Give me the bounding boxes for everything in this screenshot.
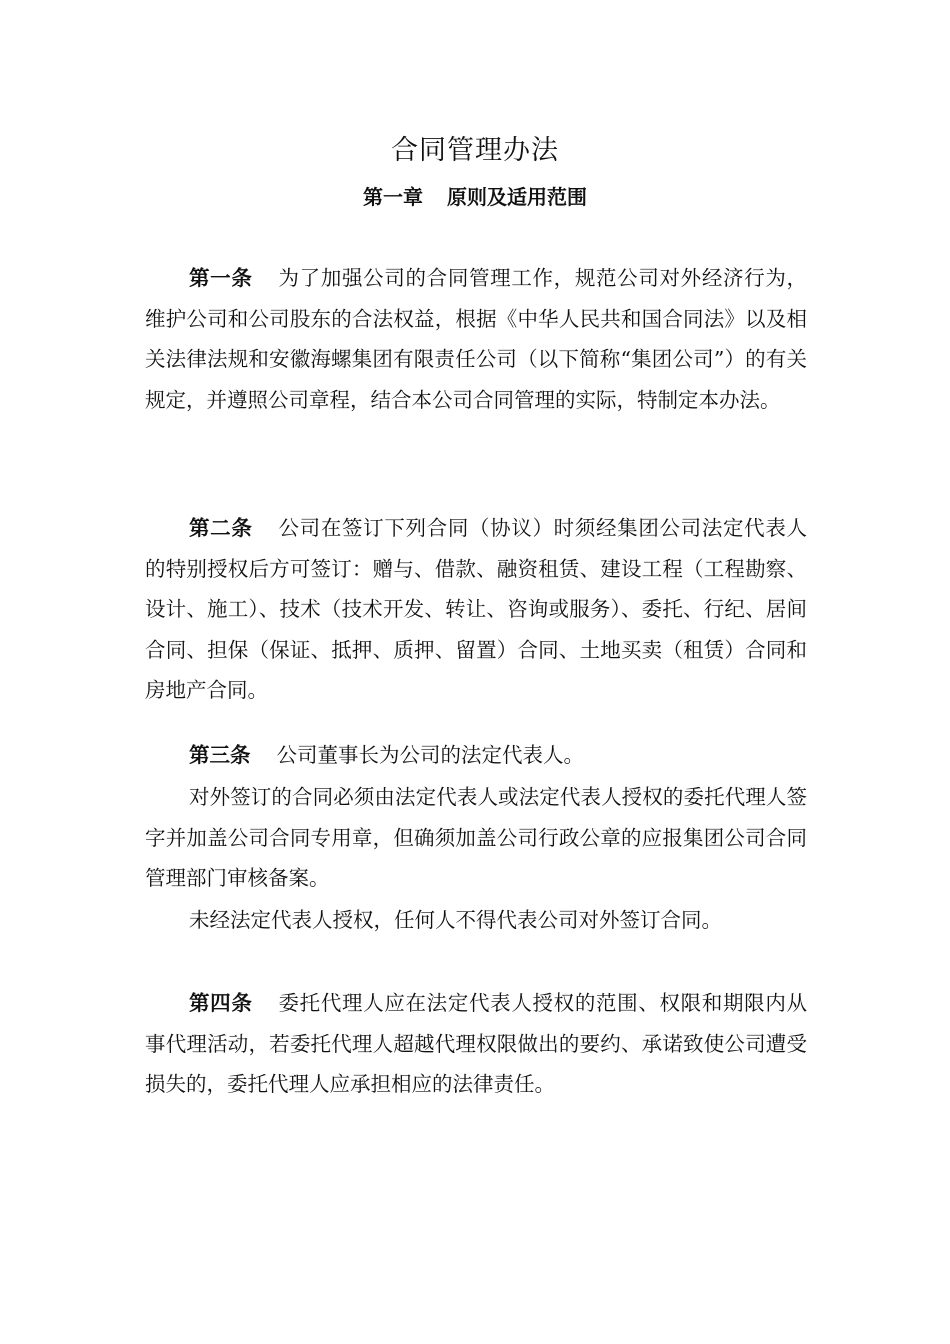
chapter-heading [0,182,950,212]
article-1 [145,258,807,420]
article-2-text: 公司在签订下列合同（协议）时须经集团公司法定代表人的特别授权后方可签订：赠与、借款、融资租赁、建设工程（工程勘察、设计、施工）、技术（技术开发、转让、咨询或服务）、委托、行纪、居间合同、担保（保证、抵押、质押、留置）合同、土地买卖（租赁）合同和房地产合同。 [145,516,807,702]
article-2 [145,508,807,711]
article-1-text: 为了加强公司的合同管理工作，规范公司对外经济行为，维护公司和公司股东的合法权益，根据《中华人民共和国合同法》以及相关法律法规和安徽海螺集团有限责任公司（以下简称“集团公司”）的有关规定，并遵照公司章程，结合本公司合同管理的实际，特制定本办法。 [145,266,807,412]
article-3-paragraph-3: 未经法定代表人授权，任何人不得代表公司对外签订合同。 [189,908,722,932]
article-3-label: 第三条 [189,743,251,767]
article-4-text: 委托代理人应在法定代表人授权的范围、权限和期限内从事代理活动，若委托代理人超越代理权限做出的要约、承诺致使公司遭受损失的，委托代理人应承担相应的法律责任。 [145,991,807,1096]
article-2-label: 第二条 [189,516,253,540]
article-4 [145,983,807,1105]
chapter-number: 第一章 [363,185,423,209]
article-3-paragraph-2: 对外签订的合同必须由法定代表人或法定代表人授权的委托代理人签字并加盖公司合同专用章，但确须加盖公司行政公章的应报集团公司合同管理部门审核备案。 [145,785,807,890]
article-4-label: 第四条 [189,991,253,1015]
article-1-label: 第一条 [189,266,253,290]
article-3 [145,735,807,776]
document-title: 合同管理办法 [391,135,559,166]
chapter-name: 原则及适用范围 [447,185,587,209]
article-3-text: 公司董事长为公司的法定代表人。 [276,743,584,767]
